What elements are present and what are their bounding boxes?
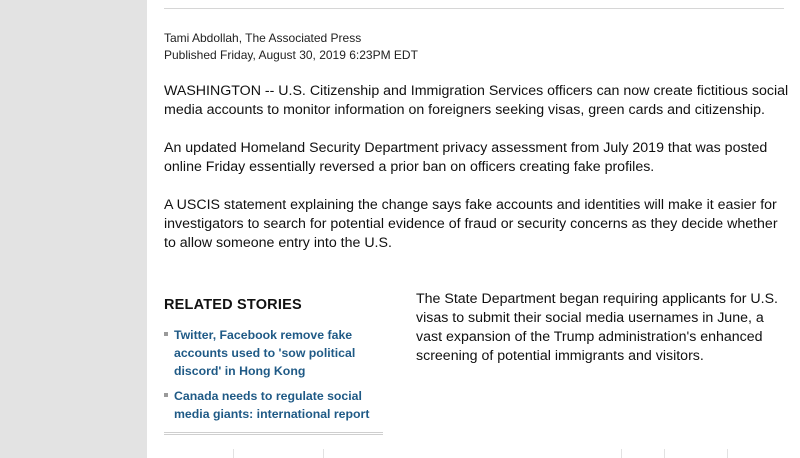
divider-tick xyxy=(323,449,324,458)
related-stories-list xyxy=(164,326,384,423)
bullet-icon xyxy=(164,332,168,336)
article-paragraph-2: An updated Homeland Security Department privacy assessment from July 2019 that was posted online Friday essentially reversed a prior ban on officers creating fake profiles. xyxy=(164,140,768,175)
related-stories xyxy=(164,297,384,430)
article-body xyxy=(164,82,789,272)
divider-tick xyxy=(621,449,622,458)
byline xyxy=(164,30,418,64)
article-paragraph-1: WASHINGTON -- U.S. Citizenship and Immigration Services officers can now create fictitious social media accounts to monitor information on foreigners seeking visas, green cards and citizenship. xyxy=(164,83,789,118)
related-stories-divider xyxy=(164,432,383,435)
article-paragraph-3: A USCIS statement explaining the change says fake accounts and identities will make it easier for investigators to search for potential evidence of fraud or security concerns as they decide whether to allow someone entry into the U.S. xyxy=(164,197,778,251)
published-date: Published Friday, August 30, 2019 6:23PM EDT xyxy=(164,48,418,62)
related-story-item xyxy=(164,326,384,380)
divider-tick xyxy=(727,449,728,458)
author-line: Tami Abdollah, The Associated Press xyxy=(164,31,362,45)
related-story-item xyxy=(164,387,384,423)
bullet-icon xyxy=(164,393,168,397)
related-story-link-canada[interactable]: Canada needs to regulate social media giants: international report xyxy=(174,389,370,421)
article-paragraph-4: The State Department began requiring applicants for U.S. visas to submit their social media usernames in June, a vast expansion of the Trump administration's enhanced screening of potential immigrants and visitors. xyxy=(416,291,778,364)
divider-tick xyxy=(664,449,665,458)
related-stories-title: RELATED STORIES xyxy=(164,297,302,313)
top-divider xyxy=(164,8,784,9)
divider-tick xyxy=(233,449,234,458)
related-story-link-hong-kong[interactable]: Twitter, Facebook remove fake accounts used to 'sow political discord' in Hong Kong xyxy=(174,328,356,378)
bottom-divider-ticks xyxy=(147,449,800,458)
article-page xyxy=(147,0,800,458)
